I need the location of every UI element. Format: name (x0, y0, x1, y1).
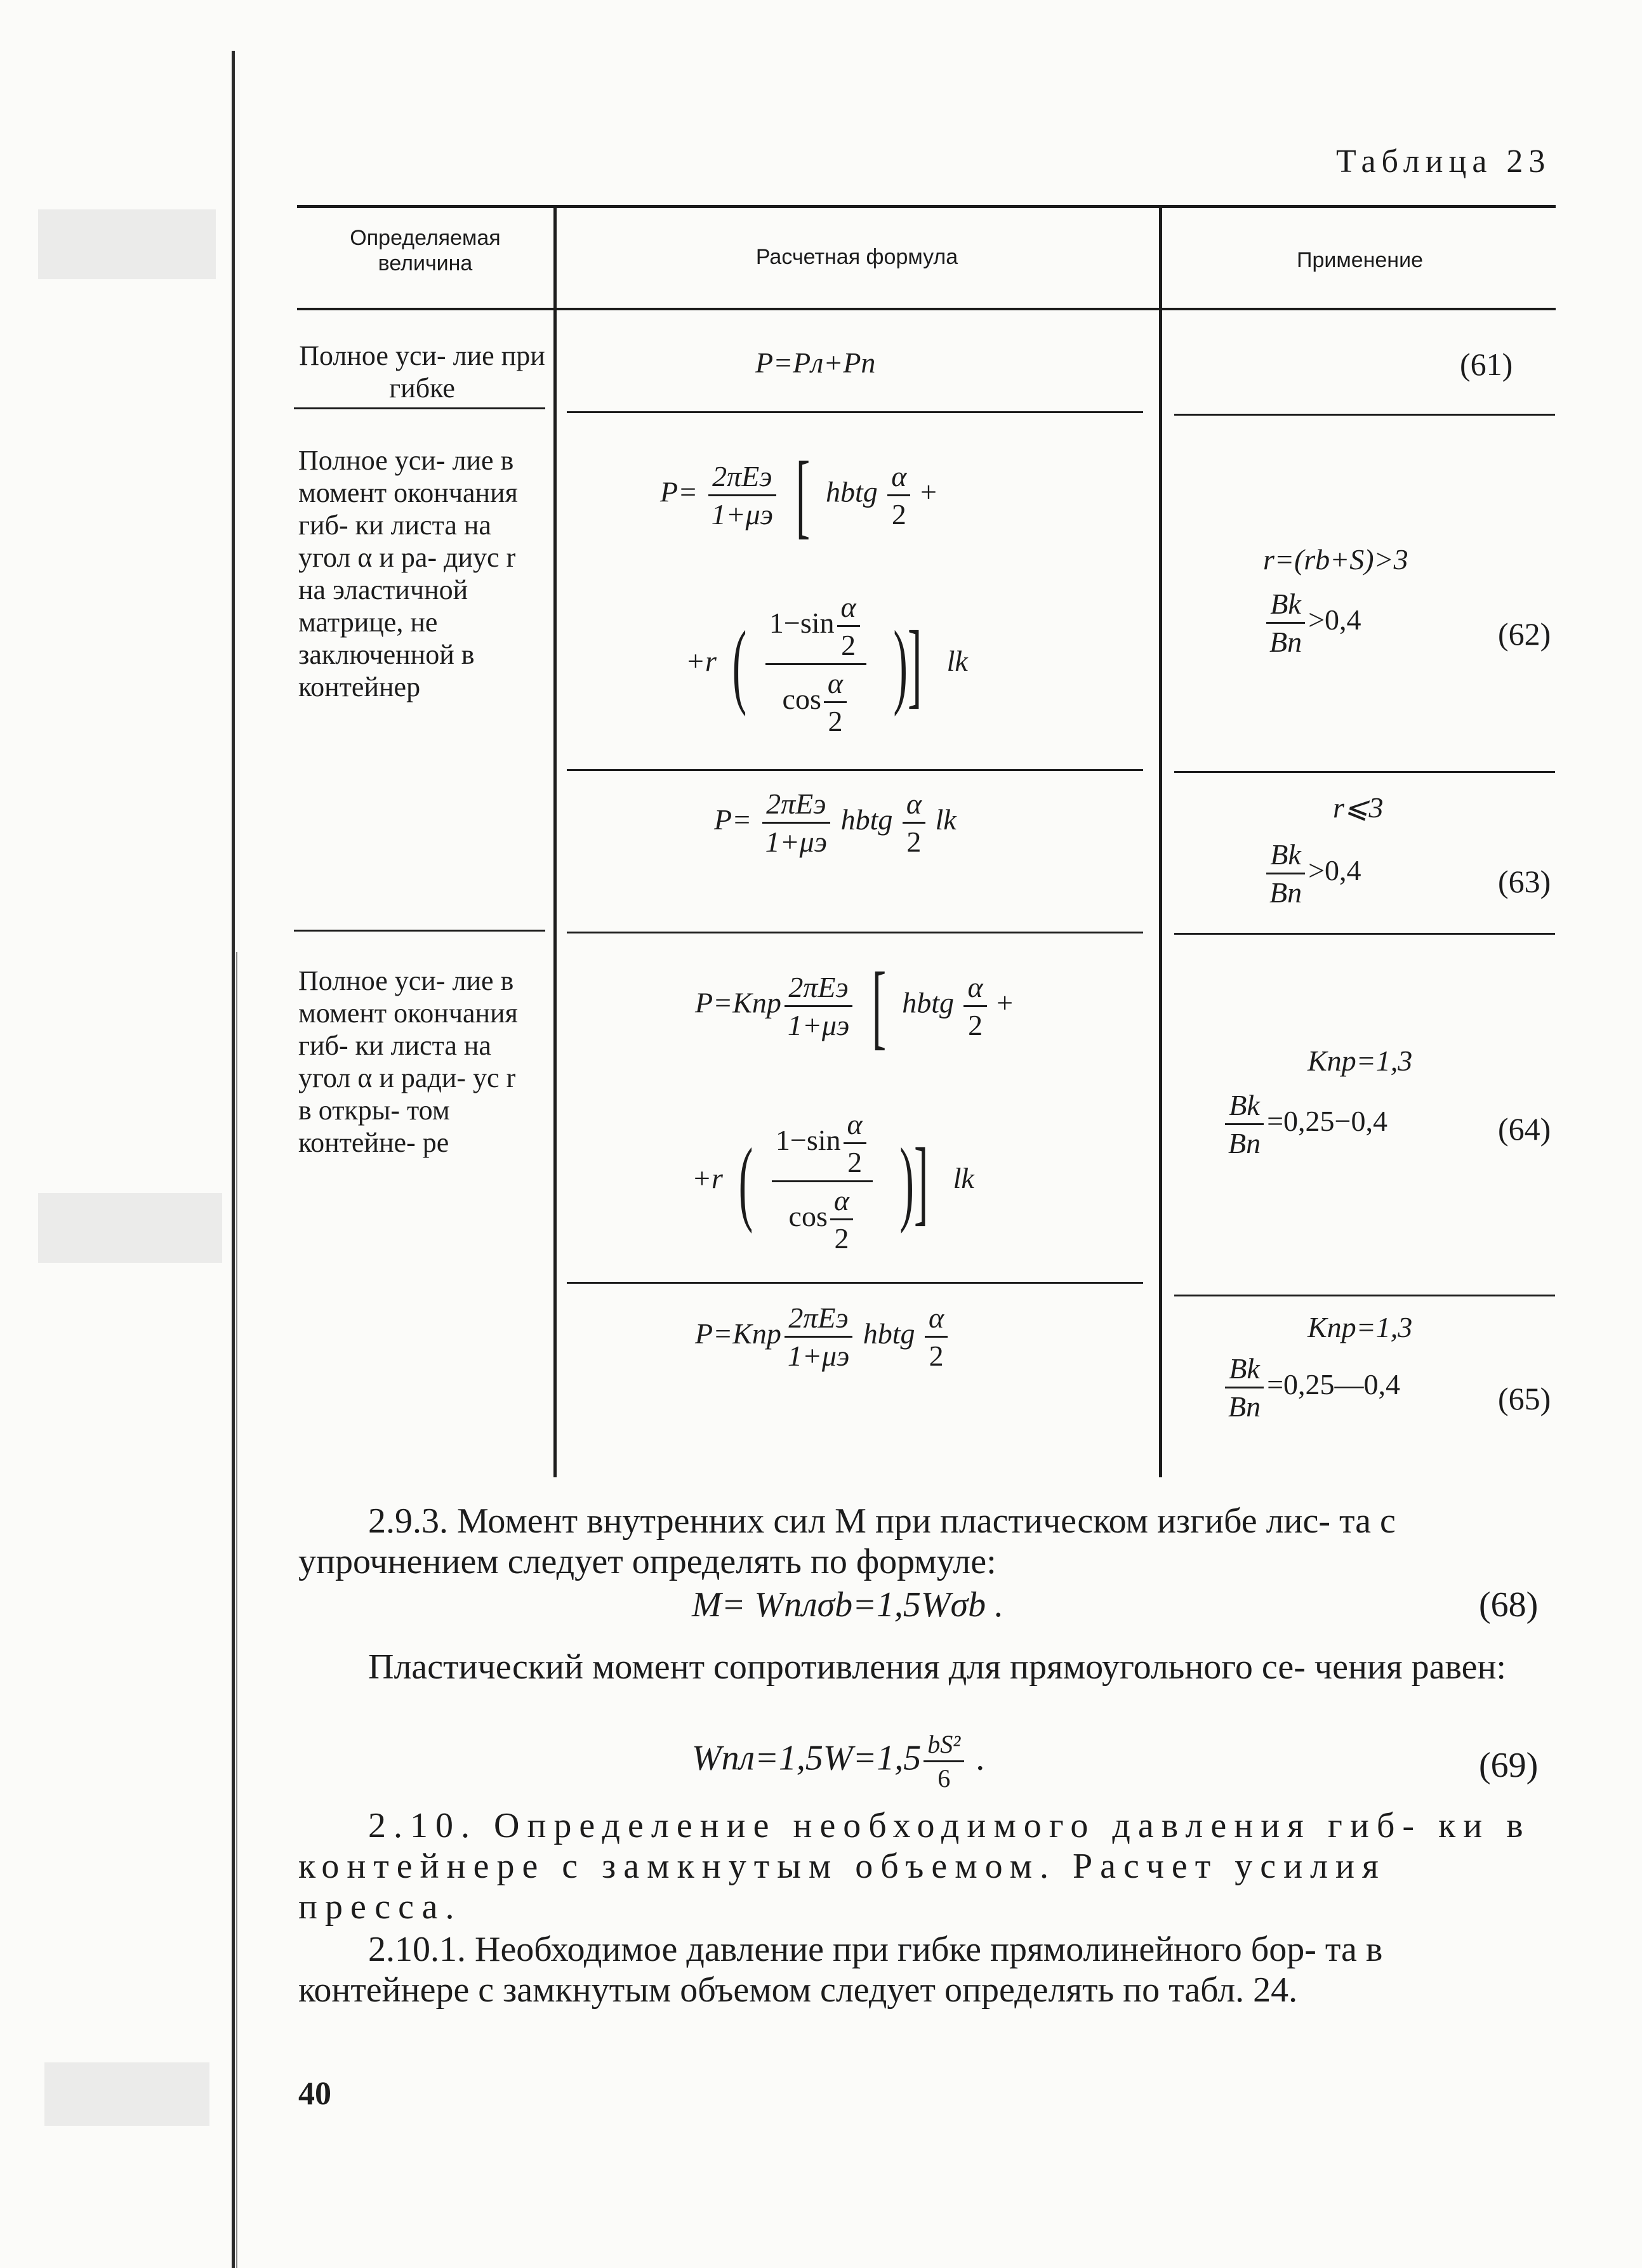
row-64-formula-line1: P=Kпр $\frac{\text{2πEэ}}{1+\mu э}$ [ hbtg $\frac{\alpha}{2}$ + (695, 953, 1014, 1058)
row-rule (567, 769, 1143, 771)
scan-noise (38, 1193, 222, 1263)
equation-69: Wпл=1,5W=1,5 $\frac{\text{bS²}}{6}$ . (692, 1730, 985, 1793)
row-61-number: (61) (1460, 346, 1513, 382)
table-top-rule (297, 205, 1556, 208)
row-65-formula: P=Kпр $\frac{\text{2πEэ}}{1+\mu э}$ hbtg $\frac{\alpha}{2}$ (695, 1301, 950, 1373)
row-61-quantity: Полное уси- лие при гибке (299, 340, 545, 404)
row-65-condition-2: $\frac{Bk}{Bn}$ =0,25—0,4 (1222, 1352, 1400, 1423)
row-62-formula-line2: +r ( 1−sin $\frac{\alpha}{2}$ cos $\frac{\alpha}{2}$ )] lk (685, 591, 968, 737)
row-62-quantity: Полное уси- лие в момент окончания гиб- ки листа на угол α и ра- диус r на эластичной матрице, не заключенной в контейнер (298, 445, 518, 702)
row-63-condition-1: r⩽3 (1333, 791, 1384, 824)
scan-noise (38, 209, 216, 279)
row-65-number: (65) (1498, 1381, 1551, 1416)
row-62-condition-1: r=(rb+S)>3 (1263, 543, 1408, 576)
table-col-rule-1 (553, 205, 557, 1477)
row-rule (567, 411, 1143, 413)
row-62-formula-line1: P= $\frac{\text{2πEэ}}{1+\mu э}$ [ hbtg $\frac{\alpha}{2}$ + (660, 442, 937, 548)
row-64-number: (64) (1498, 1111, 1551, 1147)
paragraph-2-10-1: 2.10.1. Необходимое давление при гибке прямолинейного бор- та в контейнере с замкнутым объемом следует определять по табл. 24. (298, 1930, 1383, 2010)
table-header-rule (297, 308, 1556, 310)
row-64-condition-2: $\frac{Bk}{Bn}$ =0,25−0,4 (1222, 1088, 1387, 1160)
binding-edge (232, 51, 235, 2268)
row-64-quantity: Полное уси- лие в момент окончания гиб- ки листа на угол α и ради- ус r в откры- том контейне- ре (298, 965, 518, 1158)
row-63-condition-2: $\frac{Bk}{Bn}$ >0,4 (1263, 838, 1361, 909)
row-61-formula: P=Pл+Pп (755, 346, 876, 379)
row-62-condition-2: $\frac{Bk}{Bn}$ >0,4 (1263, 587, 1361, 659)
binding-edge-shadow (236, 952, 237, 2268)
row-rule (294, 407, 545, 409)
row-rule (567, 932, 1143, 933)
section-2-10-heading: 2.10. Определение необходимого давления гиб- ки в контейнере с замкнутым объемом. Расчет усилия пресса. (298, 1806, 1531, 1927)
table-col-rule-2 (1159, 205, 1162, 1477)
row-62-number: (62) (1498, 616, 1551, 652)
row-rule (567, 1282, 1143, 1284)
equation-68: M= Wплσb=1,5Wσb . (692, 1585, 1004, 1625)
paragraph-2-9-3: 2.9.3. Момент внутренних сил M при пластическом изгибе лис- та с упрочнением следует определять по формуле: (298, 1501, 1396, 1581)
row-rule (1174, 771, 1555, 773)
header-formula: Расчетная формула (755, 245, 958, 269)
row-rule (1174, 414, 1555, 416)
row-65-condition-1: Kпр=1,3 (1308, 1311, 1413, 1343)
paragraph-plastic-moment: Пластический момент сопротивления для прямоугольного се- чения равен: (368, 1647, 1506, 1687)
scan-noise (44, 2062, 209, 2126)
header-quantity: Определяемая величина (350, 226, 501, 275)
row-rule (1174, 933, 1555, 935)
header-application: Применение (1297, 248, 1423, 272)
row-rule (1174, 1295, 1555, 1296)
equation-69-number: (69) (1479, 1746, 1539, 1785)
equation-68-number: (68) (1479, 1585, 1539, 1625)
row-63-number: (63) (1498, 864, 1551, 899)
row-64-formula-line2: +r ( 1−sin $\frac{\alpha}{2}$ cos $\frac{\alpha}{2}$ )] lk (692, 1108, 974, 1255)
page-number: 40 (298, 2076, 331, 2112)
row-64-condition-1: Kпр=1,3 (1308, 1045, 1413, 1077)
row-rule (294, 930, 545, 932)
table-caption: Таблица 23 (1336, 143, 1551, 180)
row-63-formula: P= $\frac{\text{2πEэ}}{1+\mu э}$ hbtg $\frac{\alpha}{2}$ lk (714, 788, 957, 858)
